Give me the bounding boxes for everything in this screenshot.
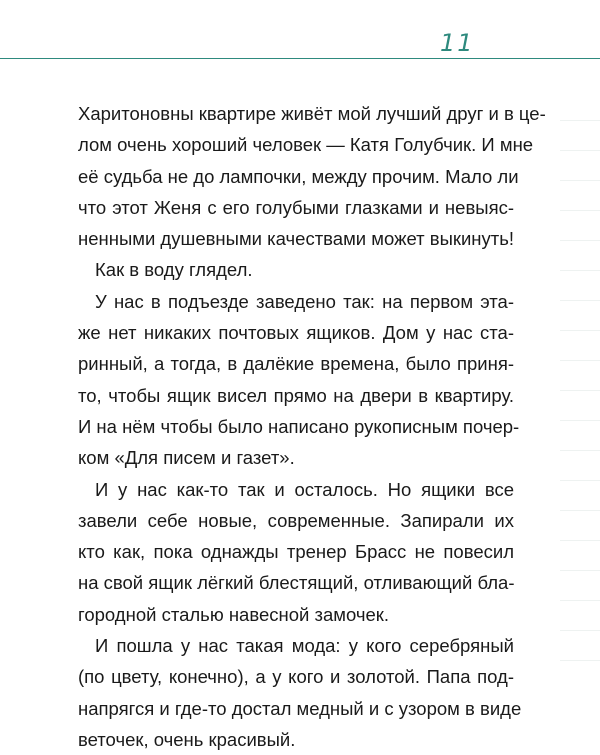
page-rule <box>560 120 600 121</box>
text-line: кто как, пока однажды тренер Брасс не повесил <box>78 541 514 563</box>
text-line: её судьба не до лампочки, между прочим. Мало ли <box>78 165 519 187</box>
header-divider <box>0 58 600 59</box>
page-rule <box>560 270 600 271</box>
page-rule <box>560 150 600 151</box>
page-rule <box>560 210 600 211</box>
page-number: 11 <box>440 29 475 57</box>
text-line: Харитоновны квартире живёт мой лучший друг и в це- <box>78 103 546 124</box>
page-rule <box>560 660 600 661</box>
text-line: завели себе новые, современные. Запирали их <box>78 509 514 531</box>
page-rule <box>560 360 600 361</box>
text-line: И пошла у нас такая мода: у кого серебряный <box>95 635 514 657</box>
page-rule <box>560 390 600 391</box>
text-line: же нет никаких почтовых ящиков. Дом у нас ста- <box>78 322 514 344</box>
text-line: то, чтобы ящик висел прямо на двери в квартиру. <box>78 384 514 406</box>
page-rule <box>560 540 600 541</box>
text-line: городной сталью навесной замочек. <box>78 603 390 625</box>
page-rule <box>560 450 600 451</box>
page-rule <box>560 420 600 421</box>
page-rule <box>560 480 600 481</box>
page-rule <box>560 180 600 181</box>
page-rule <box>560 600 600 601</box>
text-line: что этот Женя с его голубыми глазками и невыяс- <box>78 196 514 218</box>
text-line: ненными душевными качествами может выкинуть! <box>78 228 515 250</box>
text-line: лом очень хороший человек — Катя Голубчик. И мне <box>78 134 534 156</box>
text-line: И на нём чтобы было написано рукописным почер- <box>78 415 520 437</box>
page-rule <box>560 300 600 301</box>
page-rule <box>560 240 600 241</box>
text-line: У нас в подъезде заведено так: на первом эта- <box>95 290 514 312</box>
page-rule <box>560 630 600 631</box>
text-line: ком «Для писем и газет». <box>78 447 295 469</box>
text-line: на свой ящик лёгкий блестящий, отливающий бла- <box>78 572 515 594</box>
page-rule <box>560 330 600 331</box>
text-line: Как в воду глядел. <box>95 259 253 281</box>
text-line: веточек, очень красивый. <box>78 728 296 750</box>
body-text <box>78 98 546 755</box>
text-line: напрягся и где-то достал медный и с узором в виде <box>78 697 522 719</box>
text-line: И у нас как-то так и осталось. Но ящики все <box>95 478 514 500</box>
page-rule <box>560 570 600 571</box>
text-line: (по цвету, конечно), а у кого и золотой. Папа под- <box>78 666 514 688</box>
text-line: ринный, а тогда, в далёкие времена, было приня- <box>78 353 514 375</box>
page-rule <box>560 510 600 511</box>
